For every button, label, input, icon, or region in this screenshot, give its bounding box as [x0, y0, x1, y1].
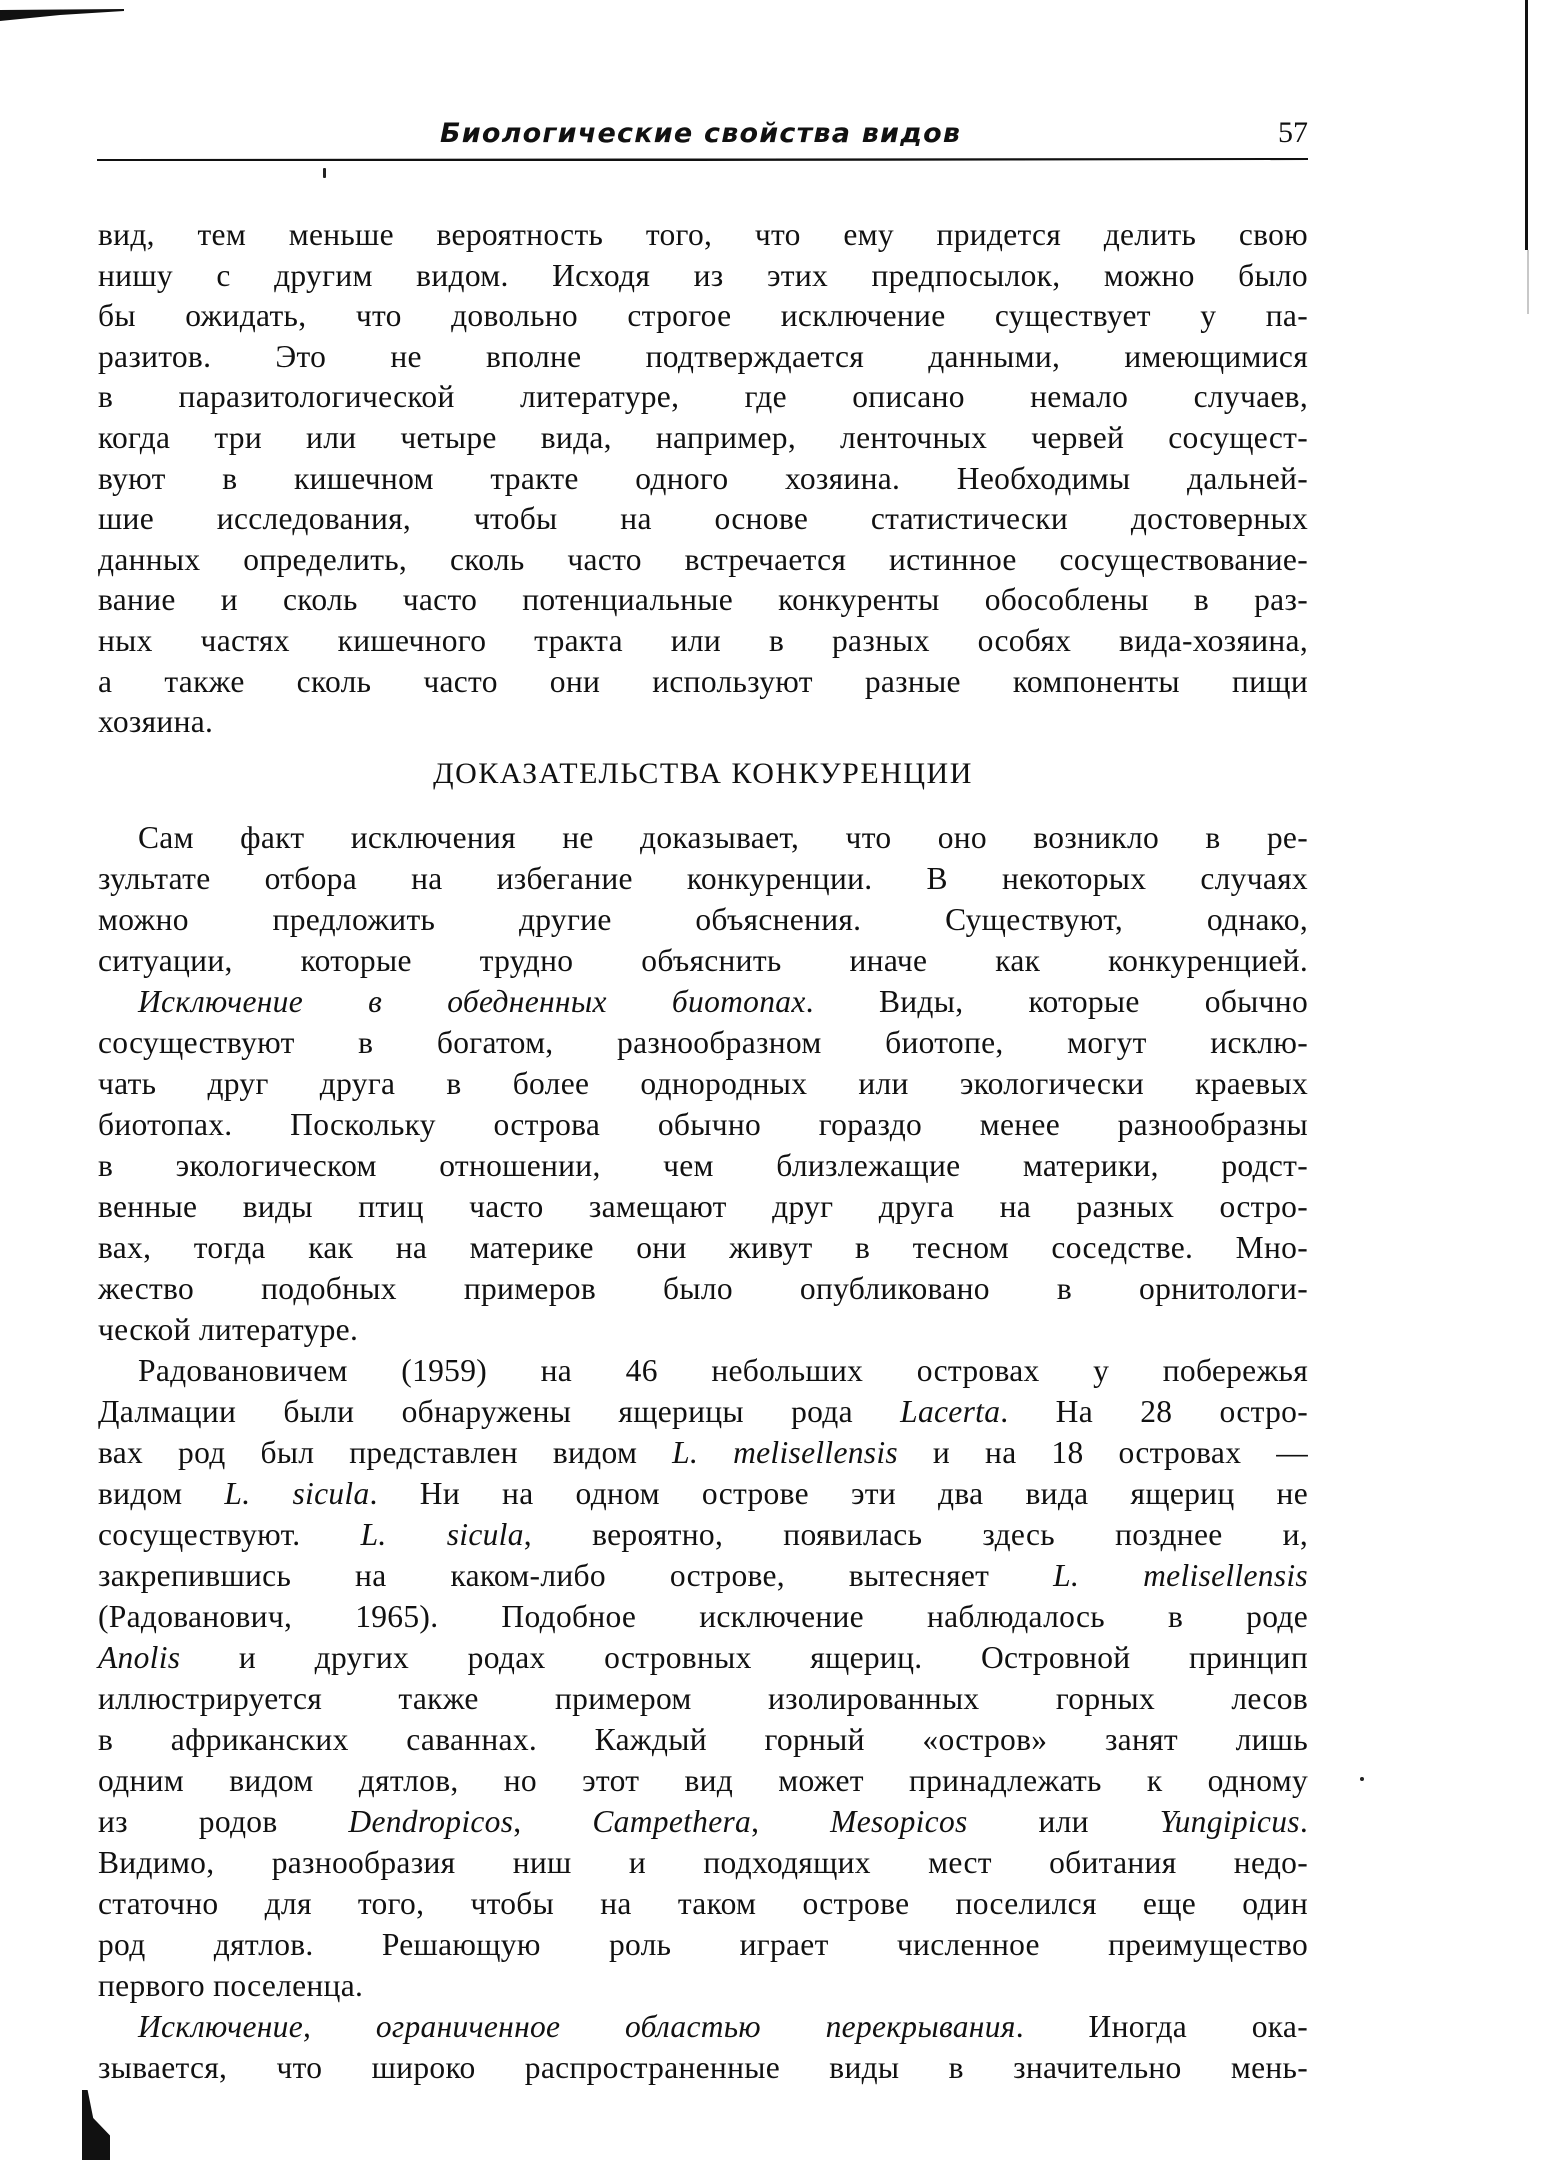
text-line — [98, 2006, 1308, 2047]
scan-edge-line — [1525, 0, 1528, 250]
text-run: зывается, что широко распространенные виды в значительно мень- — [98, 2050, 1308, 2085]
text-line — [98, 215, 1308, 256]
text-run: одним видом дятлов, но этот вид может принадлежать к одному — [98, 1763, 1308, 1798]
text-run: видом — [98, 1476, 225, 1511]
running-title: Биологические свойства видов — [440, 118, 962, 149]
text-run: (Радованович, 1965). Подобное исключение наблюдалось в роде — [98, 1599, 1308, 1634]
text-line — [98, 1514, 1308, 1555]
text-run: в африканских саваннах. Каждый горный «остров» занят лишь — [98, 1722, 1308, 1757]
text-run: Радовановичем (1959) на 46 небольших островах у побережья — [138, 1353, 1308, 1388]
text-line — [98, 256, 1308, 297]
text-run: шие исследования, чтобы на основе статистически достоверных — [98, 501, 1308, 537]
text-run: род дятлов. Решающую роль играет численное преимущество — [98, 1927, 1308, 1962]
scan-artifact-top-left — [0, 6, 124, 22]
italic-term: Dendropicos — [348, 1804, 514, 1839]
text-run: , — [751, 1804, 831, 1839]
text-run: или — [967, 1804, 1160, 1839]
text-line — [98, 1104, 1308, 1145]
text-line — [98, 817, 1308, 858]
text-run: когда три или четыре вида, например, ленточных червей сосущест- — [98, 419, 1308, 455]
italic-term: Mesopicos — [830, 1804, 968, 1839]
text-line — [98, 1145, 1308, 1186]
text-line — [98, 1801, 1308, 1842]
italic-term: L. sicula — [360, 1517, 524, 1552]
text-run: нишу с другим видом. Исходя из этих предпосылок, можно было — [98, 257, 1308, 293]
italic-term: Исключение в обедненных биотопах — [138, 984, 806, 1019]
scan-speck — [1360, 1777, 1364, 1781]
text-line — [98, 1186, 1308, 1227]
text-run: можно предложить другие объяснения. Существуют, однако, — [98, 902, 1308, 937]
text-run: . Иногда ока- — [1015, 2009, 1308, 2044]
text-line — [98, 1022, 1308, 1063]
paragraph-block-2 — [98, 817, 1308, 2088]
text-run: вах род был представлен видом — [98, 1435, 673, 1470]
text-run: сосуществуют. — [98, 1517, 361, 1552]
text-line — [98, 1637, 1308, 1678]
text-line — [98, 621, 1308, 662]
italic-term: Lacerta — [900, 1394, 1001, 1429]
text-run: первого поселенца. — [98, 1968, 364, 2003]
text-line — [98, 940, 1308, 981]
text-line — [98, 2047, 1308, 2088]
text-line — [98, 1678, 1308, 1719]
text-run: . Виды, которые обычно — [805, 984, 1308, 1019]
text-run: из родов — [98, 1804, 349, 1839]
text-line — [98, 1227, 1308, 1268]
running-head — [97, 112, 1308, 162]
text-run: вание и сколь часто потенциальные конкуренты обособлены в раз- — [98, 582, 1308, 618]
text-line — [98, 1063, 1308, 1104]
text-run: чать друг друга в более однородных или экологически краевых — [98, 1066, 1308, 1101]
text-line — [98, 1719, 1308, 1760]
text-line — [98, 1350, 1308, 1391]
text-line — [98, 580, 1308, 621]
text-line — [98, 377, 1308, 418]
text-run: вид, тем меньше вероятность того, что ему придется делить свою — [98, 217, 1308, 252]
italic-term: Anolis — [98, 1640, 181, 1675]
text-run: . Ни на одном острове эти два вида ящериц не — [369, 1476, 1308, 1511]
text-run: зультате отбора на избегание конкуренции. В некоторых случаях — [98, 861, 1308, 896]
text-run: иллюстрируется также примером изолированных горных лесов — [98, 1681, 1308, 1716]
text-run: и на 18 островах — — [897, 1435, 1308, 1470]
header-rule — [97, 158, 1308, 161]
text-line — [98, 1391, 1308, 1432]
text-run: . — [1299, 1804, 1308, 1839]
text-line — [98, 1965, 1308, 2006]
text-run: вуют в кишечном тракте одного хозяина. Необходимы дальней- — [98, 460, 1308, 496]
text-line — [98, 337, 1308, 378]
text-line — [98, 1555, 1308, 1596]
text-line — [98, 1842, 1308, 1883]
section-heading: ДОКАЗАТЕЛЬСТВА КОНКУРЕНЦИИ — [433, 757, 973, 790]
text-run: ситуации, которые трудно объяснить иначе как конкуренцией. — [98, 943, 1308, 978]
text-line — [98, 858, 1308, 899]
text-run: , — [513, 1804, 593, 1839]
italic-term: Yungipicus — [1159, 1804, 1300, 1839]
text-line — [98, 1268, 1308, 1309]
text-run: , вероятно, появилась здесь позднее и, — [523, 1517, 1308, 1552]
italic-term: Campethera — [592, 1804, 752, 1839]
text-run: хозяина. — [98, 704, 214, 740]
text-run: . На 28 остро- — [1000, 1394, 1308, 1429]
page-number: 57 — [1278, 116, 1308, 149]
text-line — [98, 1883, 1308, 1924]
text-run: в паразитологической литературе, где описано немало случаев, — [98, 379, 1308, 415]
text-run: данных определить, сколь часто встречается истинное сосуществование- — [98, 541, 1308, 577]
scan-speck — [323, 168, 326, 178]
text-line — [98, 1596, 1308, 1637]
text-run: ных частях кишечного тракта или в разных особях вида-хозяина, — [98, 622, 1308, 658]
italic-term: L. melisellensis — [1053, 1558, 1308, 1593]
text-line — [98, 702, 1308, 743]
text-line — [98, 899, 1308, 940]
text-run: сосуществуют в богатом, разнообразном биотопе, могут исклю- — [98, 1025, 1308, 1060]
scan-edge-line-faint — [1527, 250, 1529, 314]
text-run: статочно для того, чтобы на таком острове поселился еще один — [98, 1886, 1308, 1921]
text-line — [98, 1760, 1308, 1801]
italic-term: L. sicula — [224, 1476, 370, 1511]
text-run: и других родах островных ящериц. Островной принцип — [180, 1640, 1308, 1675]
text-line — [98, 981, 1308, 1022]
text-line — [98, 540, 1308, 581]
text-run: вах, тогда как на материке они живут в тесном соседстве. Мно- — [98, 1230, 1308, 1265]
italic-term: Исключение, ограниченное областью перекрывания — [138, 2009, 1016, 2044]
text-run: Далмации были обнаружены ящерицы рода — [98, 1394, 901, 1429]
text-line — [98, 459, 1308, 500]
text-run: разитов. Это не вполне подтверждается данными, имеющимися — [98, 338, 1308, 374]
text-line — [98, 1473, 1308, 1514]
text-run: закрепившись на каком-либо острове, вытесняет — [98, 1558, 1054, 1593]
text-run: Видимо, разнообразия ниш и подходящих мест обитания недо- — [98, 1845, 1308, 1880]
paragraph-block-1 — [98, 215, 1308, 743]
text-line — [98, 1432, 1308, 1473]
text-line — [98, 499, 1308, 540]
text-line — [98, 418, 1308, 459]
text-run: а также сколь часто они используют разные компоненты пищи — [98, 663, 1308, 699]
text-run: Сам факт исключения не доказывает, что оно возникло в ре- — [138, 820, 1308, 855]
text-run: бы ожидать, что довольно строгое исключение существует у па- — [98, 298, 1308, 334]
text-run: ческой литературе. — [98, 1312, 359, 1347]
text-line — [98, 662, 1308, 703]
scan-artifact-bottom-left — [82, 2090, 110, 2160]
text-line — [98, 1309, 1308, 1350]
italic-term: L. melisellensis — [672, 1435, 898, 1470]
text-run: венные виды птиц часто замещают друг друга на разных остро- — [98, 1189, 1308, 1224]
text-run: жество подобных примеров было опубликовано в орнитологи- — [98, 1271, 1308, 1306]
text-line — [98, 1924, 1308, 1965]
text-run: биотопах. Поскольку острова обычно гораздо менее разнообразны — [98, 1107, 1308, 1142]
text-line — [98, 296, 1308, 337]
text-run: в экологическом отношении, чем близлежащие материки, родст- — [98, 1148, 1308, 1183]
